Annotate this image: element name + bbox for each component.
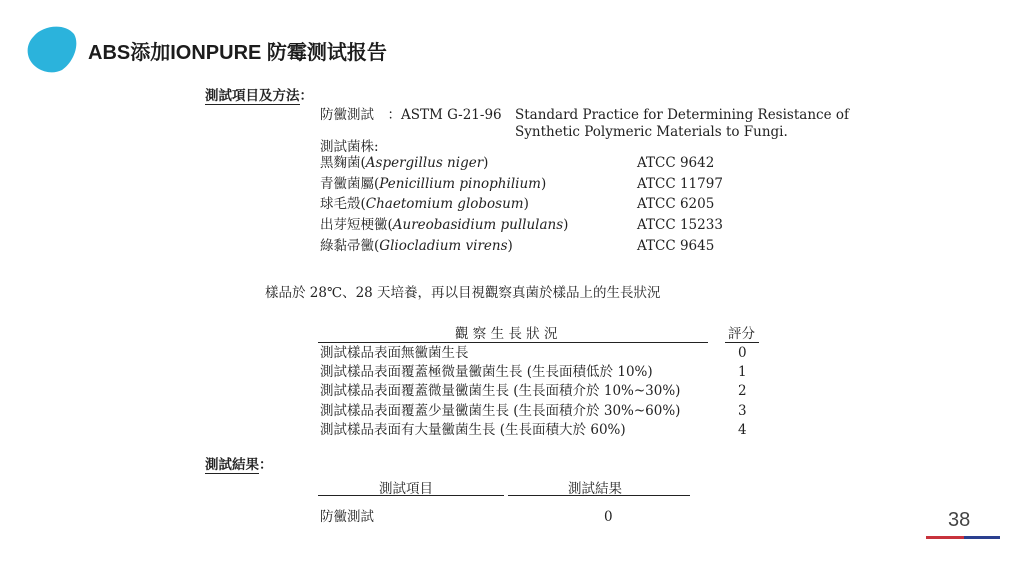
results-header-rule [318,495,504,496]
results-header-result: 測試結果 [568,481,622,497]
strain-zh: 球毛殼( [320,196,366,212]
strain-scientific: Aspergillus niger [365,155,484,171]
rating-header-rule-score [725,342,759,343]
strain-name [320,238,513,254]
rating-header-rule [318,342,708,343]
rating-row-score: 4 [738,422,747,438]
rating-row-desc: 測試樣品表面無黴菌生長 [320,345,469,361]
strain-close: ) [483,155,489,171]
rating-row-desc: 測試樣品表面覆蓋少量黴菌生長 (生長面積介於 30%~60%) [320,403,681,419]
strain-zh: 綠黏帚黴( [320,238,380,254]
brand-logo-blob [26,24,78,74]
strain-atcc: ATCC 9642 [637,155,715,171]
strain-close: ) [523,196,529,212]
results-heading-text: 測試結果 [205,457,259,473]
test-method-label: 防黴測試 ：ASTM G-21-96 [320,107,502,123]
strain-atcc: ATCC 9645 [637,238,715,254]
rating-row-desc: 測試樣品表面覆蓋微量黴菌生長 (生長面積介於 10%~30%) [320,383,681,399]
results-row-item: 防黴測試 [320,509,374,525]
strain-scientific: Penicillium pinophilium [379,176,541,192]
strain-zh: 出芽短梗黴( [320,217,393,233]
strain-scientific: Aureobasidium pullulans [392,217,564,233]
standard-title-line1: Standard Practice for Determining Resistance of [515,107,849,123]
strain-name [320,196,529,212]
footer-bar-blue [964,536,1000,539]
rating-row-desc: 測試樣品表面有大量黴菌生長 (生長面積大於 60%) [320,422,626,438]
strain-zh: 青黴菌屬( [320,176,380,192]
page-number: 38 [948,509,971,531]
strain-close: ) [563,217,569,233]
strain-zh: 黑麴菌( [320,155,366,171]
strain-name [320,155,488,171]
slide-title: ABS添加IONPURE 防霉测试报告 [88,42,387,64]
footer-bar-red [926,536,964,539]
standard-title-line2: Synthetic Polymeric Materials to Fungi. [515,124,788,140]
strain-scientific: Chaetomium globosum [365,196,524,212]
rating-row-score: 1 [738,364,747,380]
strains-label: 測試菌株: [320,139,379,155]
strain-atcc: ATCC 15233 [637,217,723,233]
rating-header-score: 評分 [728,326,755,342]
results-row-result: 0 [604,509,613,525]
results-header-rule-right [508,495,690,496]
rating-row-desc: 測試樣品表面覆蓋極微量黴菌生長 (生長面積低於 10%) [320,364,653,380]
strain-name [320,217,568,233]
methods-heading [205,88,313,104]
strain-scientific: Gliocladium virens [379,238,508,254]
strain-atcc: ATCC 6205 [637,196,715,212]
strain-name [320,176,546,192]
strain-close: ) [540,176,547,192]
results-header-item: 測試項目 [379,481,433,497]
rating-row-score: 2 [738,383,747,399]
methods-heading-colon: ： [299,88,313,104]
results-heading-colon: ： [259,457,273,473]
strain-atcc: ATCC 11797 [637,176,723,192]
incubation-note: 樣品於 28℃、28 天培養，再以目視觀察真菌於樣品上的生長狀況 [265,285,661,301]
rating-row-score: 3 [738,403,747,419]
rating-row-score: 0 [738,345,747,361]
methods-heading-text: 測試項目及方法 [205,88,300,104]
results-heading [205,457,273,473]
strain-close: ) [507,238,513,254]
rating-header-observation: 觀 察 生 長 狀 況 [455,326,558,342]
